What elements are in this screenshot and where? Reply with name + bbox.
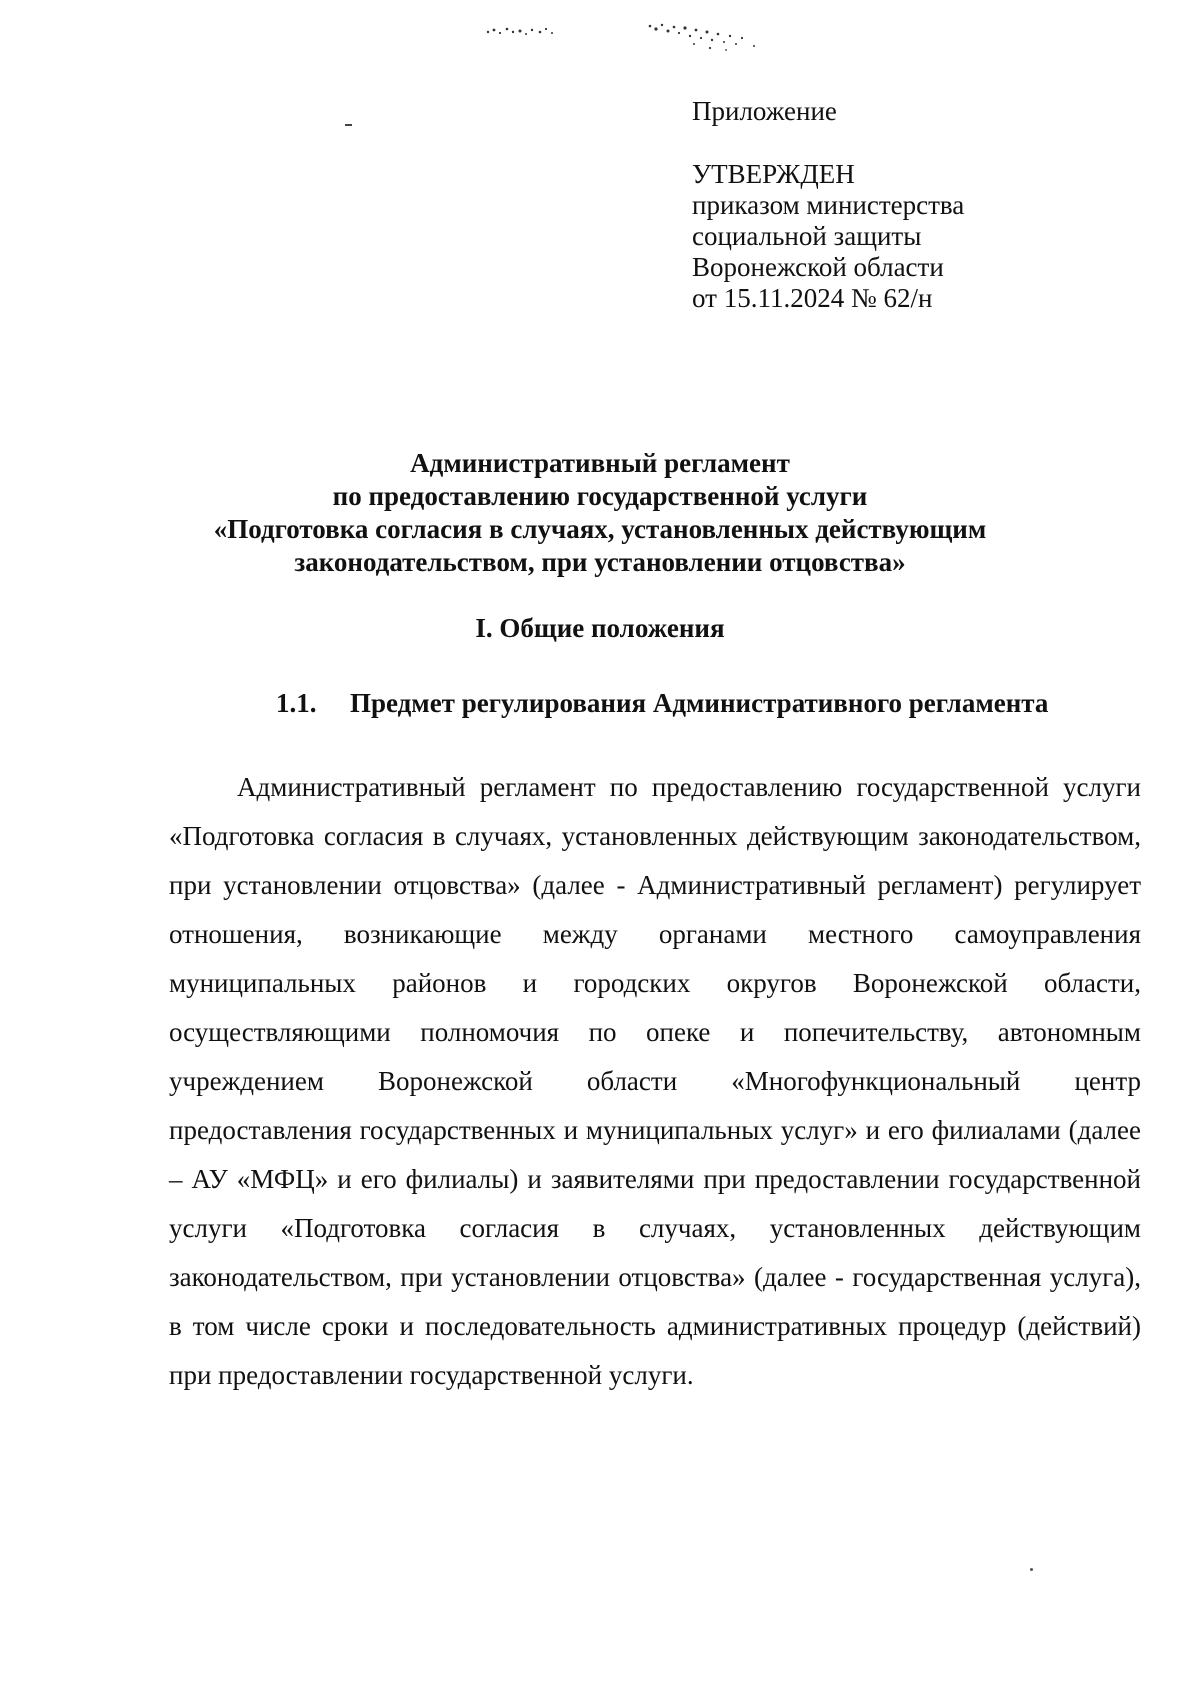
title-line-1: Административный регламент bbox=[410, 448, 790, 478]
order-line-3: Воронежской области bbox=[692, 252, 944, 282]
title-line-4: законодательством, при установлении отцовства» bbox=[294, 547, 906, 577]
subsection-title: Предмет регулирования Административного регламента bbox=[350, 688, 1049, 718]
annex-label: Приложение bbox=[692, 96, 837, 126]
body-paragraph: Административный регламент по предоставлению государственной услуги «Подготовка согласия в случаях, установленных действующим законодательством, при установлении отцовства» (далее - Административный регламент) регулирует отношения, возникающие между органами местного самоуправления муниципальных районов и городских округов Воронежской области, осуществляющими полномочия по опеке и попечительству, автономным учреждением Воронежской области «Многофункциональный центр предоставления государственных и муниципальных услуг» и его филиалами (далее – АУ «МФЦ» и его филиалы) и заявителями при предоставлении государственной услуги «Подготовка согласия в случаях, установленных действующим законодательством, при установлении отцовства» (далее - государственная услуга), в том числе сроки и последовательность административных процедур (действий) при предоставлении государственной услуги. bbox=[169, 772, 1141, 1390]
order-line-2: социальной защиты bbox=[692, 221, 922, 251]
scan-dot bbox=[1030, 1568, 1033, 1571]
approved-label: УТВЕРЖДЕН bbox=[692, 159, 855, 189]
title-line-2: по предоставлению государственной услуги bbox=[332, 481, 868, 511]
scan-artifact bbox=[480, 14, 780, 64]
subsection-number: 1.1. bbox=[276, 688, 317, 718]
subsection-heading bbox=[276, 687, 1048, 720]
approval-block bbox=[692, 96, 964, 314]
section-heading: I. Общие положения bbox=[475, 613, 725, 643]
title-line-3: «Подготовка согласия в случаях, установленных действующим bbox=[213, 514, 987, 544]
scan-mark bbox=[345, 124, 352, 126]
order-date: от 15.11.2024 № 62/н bbox=[692, 283, 933, 313]
document-title bbox=[0, 447, 1200, 579]
order-line-1: приказом министерства bbox=[692, 190, 965, 220]
